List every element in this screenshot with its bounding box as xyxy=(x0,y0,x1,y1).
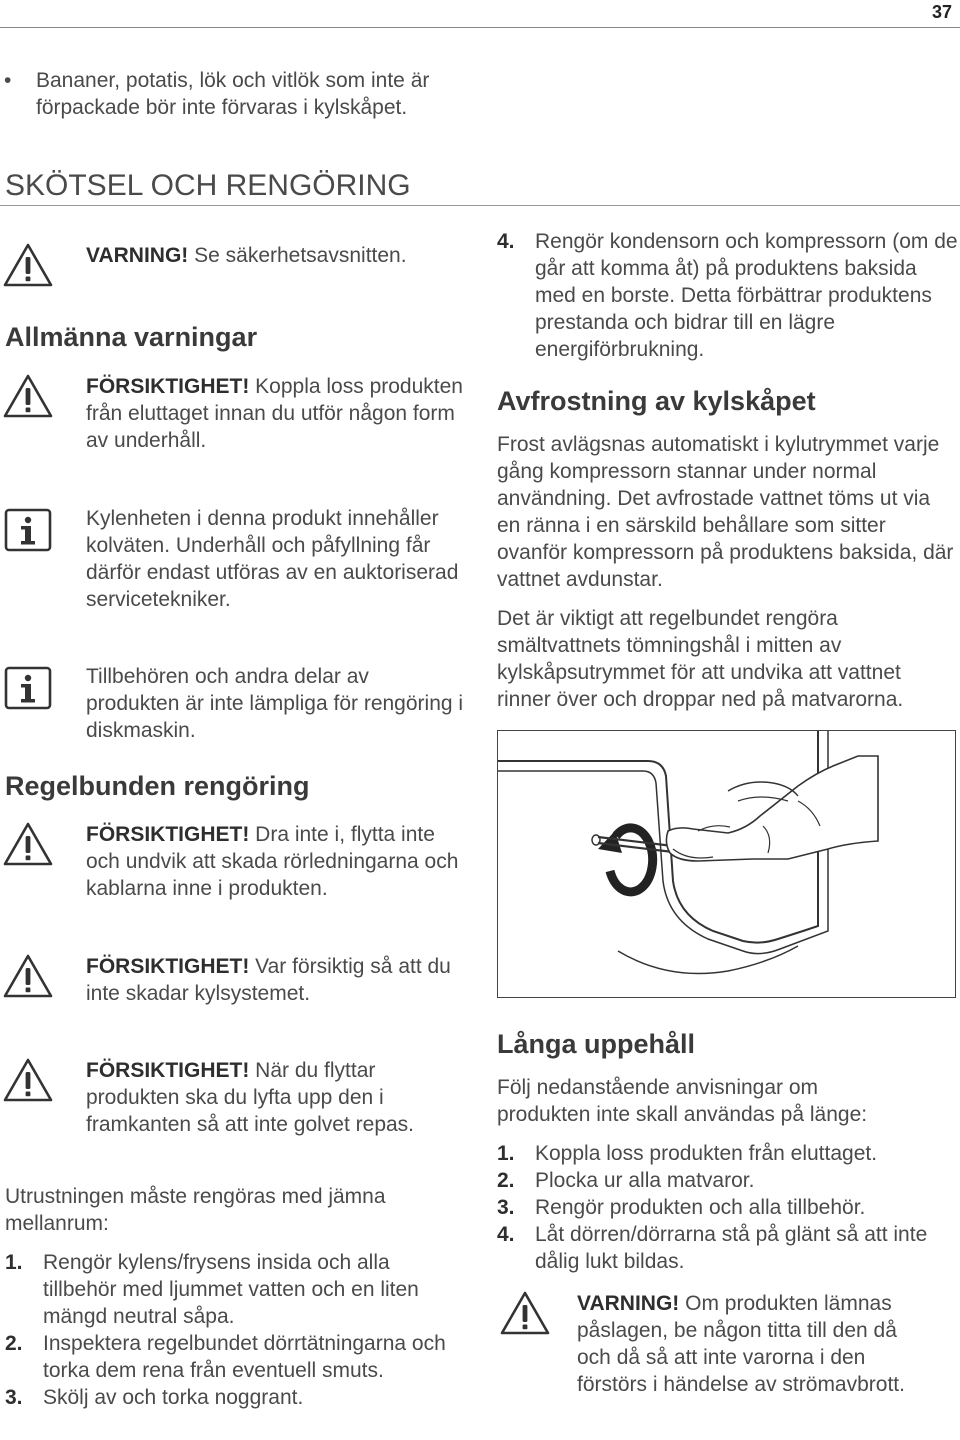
warning-icon xyxy=(500,1290,550,1336)
warning-general-text xyxy=(86,242,466,269)
allmanna-info2 xyxy=(0,663,470,748)
section-title: SKÖTSEL OCH RENGÖRING xyxy=(5,169,411,202)
caution2-text xyxy=(86,953,466,1007)
regelbunden-steps xyxy=(5,1249,465,1411)
info-icon xyxy=(3,507,53,553)
allmanna-info2-text: Tillbehören och andra delar av produkten är inte lämpliga för rengöring i diskmaskin. xyxy=(86,665,464,742)
langa-title: Långa uppehåll xyxy=(497,1029,696,1059)
step-text: Låt dörren/dörrarna stå på glänt så att inte dålig lukt bildas. xyxy=(535,1223,928,1273)
list-item xyxy=(5,1384,465,1411)
allmanna-title: Allmänna varningar xyxy=(5,322,258,352)
step-text: Rengör kylens/frysens insida och alla tillbehör med ljummet vatten och en liten mängd neutral såpa. xyxy=(43,1251,419,1328)
langa-warning xyxy=(497,1290,957,1430)
list-item xyxy=(497,1167,947,1194)
warning-general xyxy=(0,242,470,302)
list-item xyxy=(497,1140,947,1167)
regelbunden-steps-continued xyxy=(497,228,959,363)
step-number: 3. xyxy=(5,1386,23,1409)
allmanna-info1 xyxy=(0,505,470,645)
step-number: 2. xyxy=(5,1332,23,1355)
list-item xyxy=(5,1330,465,1384)
allmanna-caution xyxy=(0,373,470,483)
step-number: 1. xyxy=(497,1142,515,1165)
regelbunden-caution3 xyxy=(0,1057,470,1167)
warning-icon xyxy=(3,821,53,867)
step-text: Rengör produkten och alla tillbehör. xyxy=(535,1196,866,1219)
avfrostning-p2: Det är viktigt att regelbundet rengöra smältvattnets tömningshål i mitten av kylskåpsutrymmet för att undvika att vattnet rinner över och droppar ned på matvarorna. xyxy=(497,607,904,711)
step-number: 3. xyxy=(497,1196,515,1219)
warning-body: Se säkerhetsavsnitten. xyxy=(188,244,407,267)
caution-keyword: FÖRSIKTIGHET! xyxy=(86,955,250,978)
list-item xyxy=(497,228,959,363)
step-text: Skölj av och torka noggrant. xyxy=(43,1386,304,1409)
caution-body: Koppla loss produkten från eluttaget innan du utför någon form av underhåll. xyxy=(86,375,463,452)
caution-keyword: FÖRSIKTIGHET! xyxy=(86,375,250,398)
intro-bullet-text: Bananer, potatis, lök och vitlök som inte är förpackade bör inte förvaras i kylskåpet. xyxy=(36,69,430,119)
intro-bullet xyxy=(4,67,476,121)
langa-steps xyxy=(497,1140,947,1275)
warning-icon xyxy=(3,953,53,999)
step-number: 4. xyxy=(497,230,515,253)
warning-keyword: VARNING! xyxy=(577,1292,680,1315)
step-number: 1. xyxy=(5,1251,23,1274)
warning-body: Om produkten lämnas påslagen, be någon titta till den då och då så att inte varorna i den förstörs i händelse av strömavbrott. xyxy=(577,1292,905,1396)
caution-body: Dra inte i, flytta inte och undvik att skada rörledningarna och kablarna inne i produkten. xyxy=(86,823,459,900)
allmanna-caution-text xyxy=(86,373,466,454)
caution1-text xyxy=(86,821,466,902)
step-number: 2. xyxy=(497,1169,515,1192)
section-rule xyxy=(0,205,960,206)
step-text: Rengör kondensorn och kompressorn (om de går att komma åt) på produktens baksida med en borste. Detta förbättrar produktens prestanda och bidrar till en lägre energiförbrukning. xyxy=(535,230,958,361)
header-rule xyxy=(0,27,960,28)
page-number: 37 xyxy=(931,2,952,22)
avfrostning-p1: Frost avlägsnas automatiskt i kylutrymmet varje gång kompressorn stannar under normal användning. Det avfrostade vattnet töms ut via en ränna i en särskild behållare som sitter ovanför kompressorn på produktens baksida, där vattnet avdunstar. xyxy=(497,433,954,591)
list-item xyxy=(5,1249,465,1330)
caution3-text xyxy=(86,1057,466,1138)
langa-warning-text xyxy=(577,1290,922,1398)
cleaning-illustration xyxy=(497,730,956,998)
drain-hole-cleaning-drawing xyxy=(498,731,955,997)
step-text: Plocka ur alla matvaror. xyxy=(535,1169,755,1192)
warning-keyword: VARNING! xyxy=(86,244,189,267)
warning-icon xyxy=(3,1057,53,1103)
list-item xyxy=(497,1194,947,1221)
regelbunden-caution2 xyxy=(0,953,470,1038)
warning-icon xyxy=(3,373,53,419)
caution-body: Var försiktig så att du inte skadar kylsystemet. xyxy=(86,955,451,1005)
avfrostning-title: Avfrostning av kylskåpet xyxy=(497,386,816,416)
info-icon xyxy=(3,665,53,711)
list-item xyxy=(497,1221,947,1275)
step-text: Koppla loss produkten från eluttaget. xyxy=(535,1142,878,1165)
allmanna-info1-text: Kylenheten i denna produkt innehåller kolväten. Underhåll och påfyllning får därför endast utföras av en auktoriserad servicetekniker. xyxy=(86,507,459,611)
langa-intro: Följ nedanstående anvisningar om produkten inte skall användas på länge: xyxy=(497,1076,868,1126)
caution-body: När du flyttar produkten ska du lyfta upp den i framkanten så att inte golvet repas. xyxy=(86,1059,415,1136)
bullet-dot: • xyxy=(4,69,12,92)
regelbunden-intro: Utrustningen måste rengöras med jämna mellanrum: xyxy=(5,1185,386,1235)
warning-icon xyxy=(3,242,53,288)
caution-keyword: FÖRSIKTIGHET! xyxy=(86,1059,250,1082)
step-text: Inspektera regelbundet dörrtätningarna och torka dem rena från eventuell smuts. xyxy=(43,1332,446,1382)
regelbunden-caution1 xyxy=(0,821,470,931)
step-number: 4. xyxy=(497,1223,515,1246)
caution-keyword: FÖRSIKTIGHET! xyxy=(86,823,250,846)
regelbunden-title: Regelbunden rengöring xyxy=(5,771,310,801)
